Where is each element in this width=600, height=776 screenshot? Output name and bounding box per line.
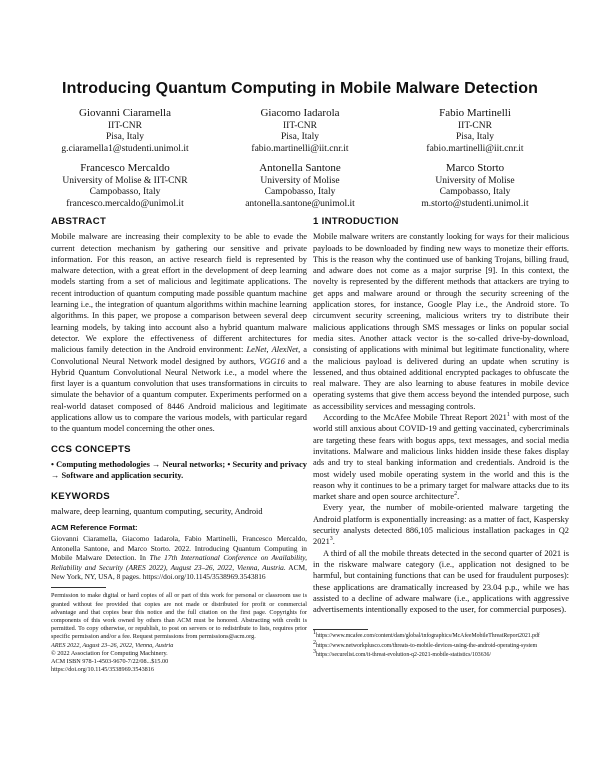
footnote-divider	[313, 629, 368, 630]
author-email: m.storto@studenti.unimol.it	[421, 198, 529, 209]
footnote-1	[313, 630, 569, 640]
permission-divider	[51, 587, 106, 588]
author-location: Campobasso, Italy	[89, 187, 161, 198]
abstract-separator: ,	[266, 345, 272, 355]
author-name: Marco Storto	[445, 162, 505, 174]
author-row-1	[40, 108, 560, 155]
copyright-line: © 2022 Association for Computing Machinery.	[51, 649, 168, 657]
reference-format-heading: ACM Reference Format:	[51, 523, 138, 533]
author-block	[215, 163, 385, 210]
author-email: antonella.santone@unimol.it	[245, 198, 355, 209]
author-affiliation: University of Molise	[435, 175, 515, 186]
author-location: Pisa, Italy	[281, 132, 319, 143]
permission-notice: Permission to make digital or hard copies of all or part of this work for personal or classroom use is granted without fee provided that copies are not made or distributed for profit or commercial advantage and that copies bear this notice and the full citation on the first page. Copyrights for components of this work owned by others than ACM must be honored. Abstracting with credit is permitted. To copy otherwise, or republish, to post on servers or to redistribute to lists, requires prior specific permission and/or a fee. Request permissions from permissions@acm.org.	[51, 592, 307, 641]
ccs-heading: CCS CONCEPTS	[51, 443, 131, 455]
footnote-number: 2	[313, 639, 316, 646]
author-block	[40, 108, 210, 155]
author-block	[390, 163, 560, 210]
author-affiliation: University of Molise & IIT-CNR	[62, 175, 188, 186]
conference-line	[51, 642, 307, 650]
author-name: Fabio Martinelli	[439, 107, 511, 119]
isbn-line: ACM ISBN 978-1-4503-9670-7/22/08...$15.00	[51, 658, 169, 666]
introduction-heading: 1 INTRODUCTION	[313, 216, 399, 227]
author-location: Campobasso, Italy	[439, 187, 511, 198]
abstract-heading: ABSTRACT	[51, 216, 107, 227]
abstract-text-part: Mobile malware are increasing their complexity to be able to evade the current detection mechanism by gathering our sensitive and private information. For this reason, an active research field is represented by malware detection, with a great effort in the development of deep learning models starting from a set of malicious and legitimate applications. The recent introduction of quantum computing made possible quantum machine learning i.e., the integration of quantum algorithms within machine learning algorithms. In this paper, we propose a comparison between several deep learning models, by taking into account also a hybrid quantum malware detector. We explore the effectiveness of different architectures for malicious family detection in the Android environment:	[51, 232, 307, 355]
author-location: Pisa, Italy	[106, 132, 144, 143]
doi-link[interactable]: https://doi.org/10.1145/3538969.3543816	[51, 666, 154, 674]
footnote-2	[313, 639, 569, 650]
reference-venue: The 17th International Conference on Availability, Reliability and Security (ARES 2022), August 23–26, 2022, Vienna, Austria.	[51, 553, 307, 572]
intro-paragraph-2	[313, 412, 569, 502]
intro-paragraph-4: A third of all the mobile threats detected in the second quarter of 2021 is in the riskware malware category (i.e., application not designed to be harmful, but containing functions that can be used for fraudulent purposes): these applications are dramatically increased by 23.04 p.p., while we has assisted to a decline of adware malware (i.e., applications with aggressive advertisements intentionally exposed to the user, for commercial purposes).	[313, 548, 569, 615]
footnote-ref-3[interactable]: 3	[329, 536, 333, 543]
abstract-text-part: and a Hybrid Quantum Convolutional Neural Network i.e., a model where the first layer is a quantum convolution that uses transformations in circuits to simulate the behavior of a quantum computer. Experiments performed on a real-world dataset composed of 8446 Android malicious and legitimate applications allow us to compare the various models, with particular regard to the quantum model concerning the other ones.	[51, 356, 307, 434]
right-column	[313, 216, 569, 662]
footnote-ref-2[interactable]: 2	[454, 491, 458, 498]
author-location: Campobasso, Italy	[264, 187, 336, 198]
footnote-3	[313, 649, 569, 659]
intro-text-part: .	[332, 537, 335, 547]
footnote-url[interactable]: https://securelist.com/it-threat-evolution-q2-2021-mobile-statistics/103636/	[316, 652, 492, 659]
footnote-number: 1	[313, 630, 316, 637]
intro-text-part: According to the McAfee Mobile Threat Report 2021	[323, 413, 507, 423]
author-email: g.ciaramella1@studenti.unimol.it	[61, 143, 189, 154]
author-name: Giacomo Iadarola	[260, 107, 340, 119]
keywords-text: malware, deep learning, quantum computing, security, Android	[51, 506, 263, 516]
footnote-number: 3	[313, 649, 316, 656]
footnote-ref-1[interactable]: 1	[506, 412, 510, 419]
abstract-text-part: , a Convolutional Neural Network model designed by authors,	[51, 345, 308, 366]
intro-text-part: with most of the world still anxious about COVID-19 and getting vaccinated, cybercriminals are targeting these fears with bogus apps, text messages, and social media invitations. Malware and malicious links hidden inside these fakes display ads and try to steal banking information and credentials. Android is the most widely used mobile operating system in the world and this is the reason why it continues to be a primary target for malware attacks due to its market share and open source architecture	[313, 413, 570, 502]
reference-text-part: ACM, New York, NY, USA, 8 pages. https://doi.org/10.1145/3538969.3543816	[51, 562, 307, 582]
author-block	[215, 108, 385, 155]
intro-paragraph-3	[313, 502, 569, 547]
author-affiliation: IIT-CNR	[108, 120, 142, 131]
paper-title: Introducing Quantum Computing in Mobile Malware Detection	[62, 80, 538, 97]
author-email: francesco.mercaldo@unimol.it	[66, 198, 184, 209]
model-name-alexnet: AlexNet	[271, 345, 299, 355]
author-email: fabio.martinelli@iit.cnr.it	[426, 143, 524, 154]
author-affiliation: IIT-CNR	[458, 120, 492, 131]
intro-paragraph-1: Mobile malware writers are constantly looking for ways for their malicious payloads to be downloaded by finding new ways to monetize their efforts. This is the reason why the continued use of banking Trojans, billing fraud, and adware does not come as a major surprise [9]. In this context, the novelty is represented by the different methods that attackers are trying to get apps and malware around or through the security screening of the application stores, for instance, Google Play i.e., the Android store. To circumvent security screening, malicious writers try to distribute their malicious applications through SMS messages or links on popular social media sites. Another attack vector is the so-called drive-by-download, consisting of applications with minimal but legitimate functionality, where the malicious payload is delivered during an update when scrutiny is lessened, and thus obtained additional encrypted packages to obfuscate the real malware. They are also learning to abuse features in mobile device operating systems that give them access beyond the intended purpose, such as accessibility services and messaging controls.	[313, 232, 569, 411]
conference-name: ARES 2022, August 23–26, 2022, Vienna, Austria	[51, 641, 174, 649]
model-name-vgg16: VGG16	[259, 356, 285, 366]
author-location: Pisa, Italy	[456, 132, 494, 143]
keywords-heading: KEYWORDS	[51, 490, 110, 502]
author-name: Antonella Santone	[259, 162, 341, 174]
author-affiliation: IIT-CNR	[283, 120, 317, 131]
model-name-lenet: LeNet	[246, 345, 267, 355]
abstract-text	[51, 231, 307, 434]
ccs-concepts-text: • Computing methodologies → Neural networks; • Security and privacy → Software and application security.	[51, 459, 307, 481]
reference-format-text	[51, 534, 307, 581]
author-affiliation: University of Molise	[260, 175, 340, 186]
reference-text-part: Giovanni Ciaramella, Giacomo Iadarola, Fabio Martinelli, Francesco Mercaldo, Antonella Santone, and Marco Storto. 2022. Introducing Quantum Computing in Mobile Malware Detection. In	[51, 534, 307, 563]
intro-text-part: Every year, the number of mobile-oriented malware targeting the Android platform is exponentially increasing: as a matter of fact, Kaspersky security analysts detected 886,105 malicious installation packages in Q2 2021	[313, 503, 569, 547]
intro-text-part: .	[457, 492, 460, 502]
author-block	[40, 163, 210, 210]
author-block	[390, 108, 560, 155]
footnote-url[interactable]: https://www.networkplusco.com/threats-to-mobile-devices-using-the-android-operating-system	[316, 642, 538, 649]
footnote-url[interactable]: https://www.mcafee.com/content/dam/global/infographics/McAfeeMobileThreatReport2021.pdf	[316, 633, 540, 640]
author-email: fabio.martinelli@iit.cnr.it	[251, 143, 349, 154]
left-column	[51, 216, 307, 674]
author-row-2	[40, 163, 560, 210]
author-name: Francesco Mercaldo	[80, 162, 170, 174]
author-name: Giovanni Ciaramella	[79, 107, 171, 119]
